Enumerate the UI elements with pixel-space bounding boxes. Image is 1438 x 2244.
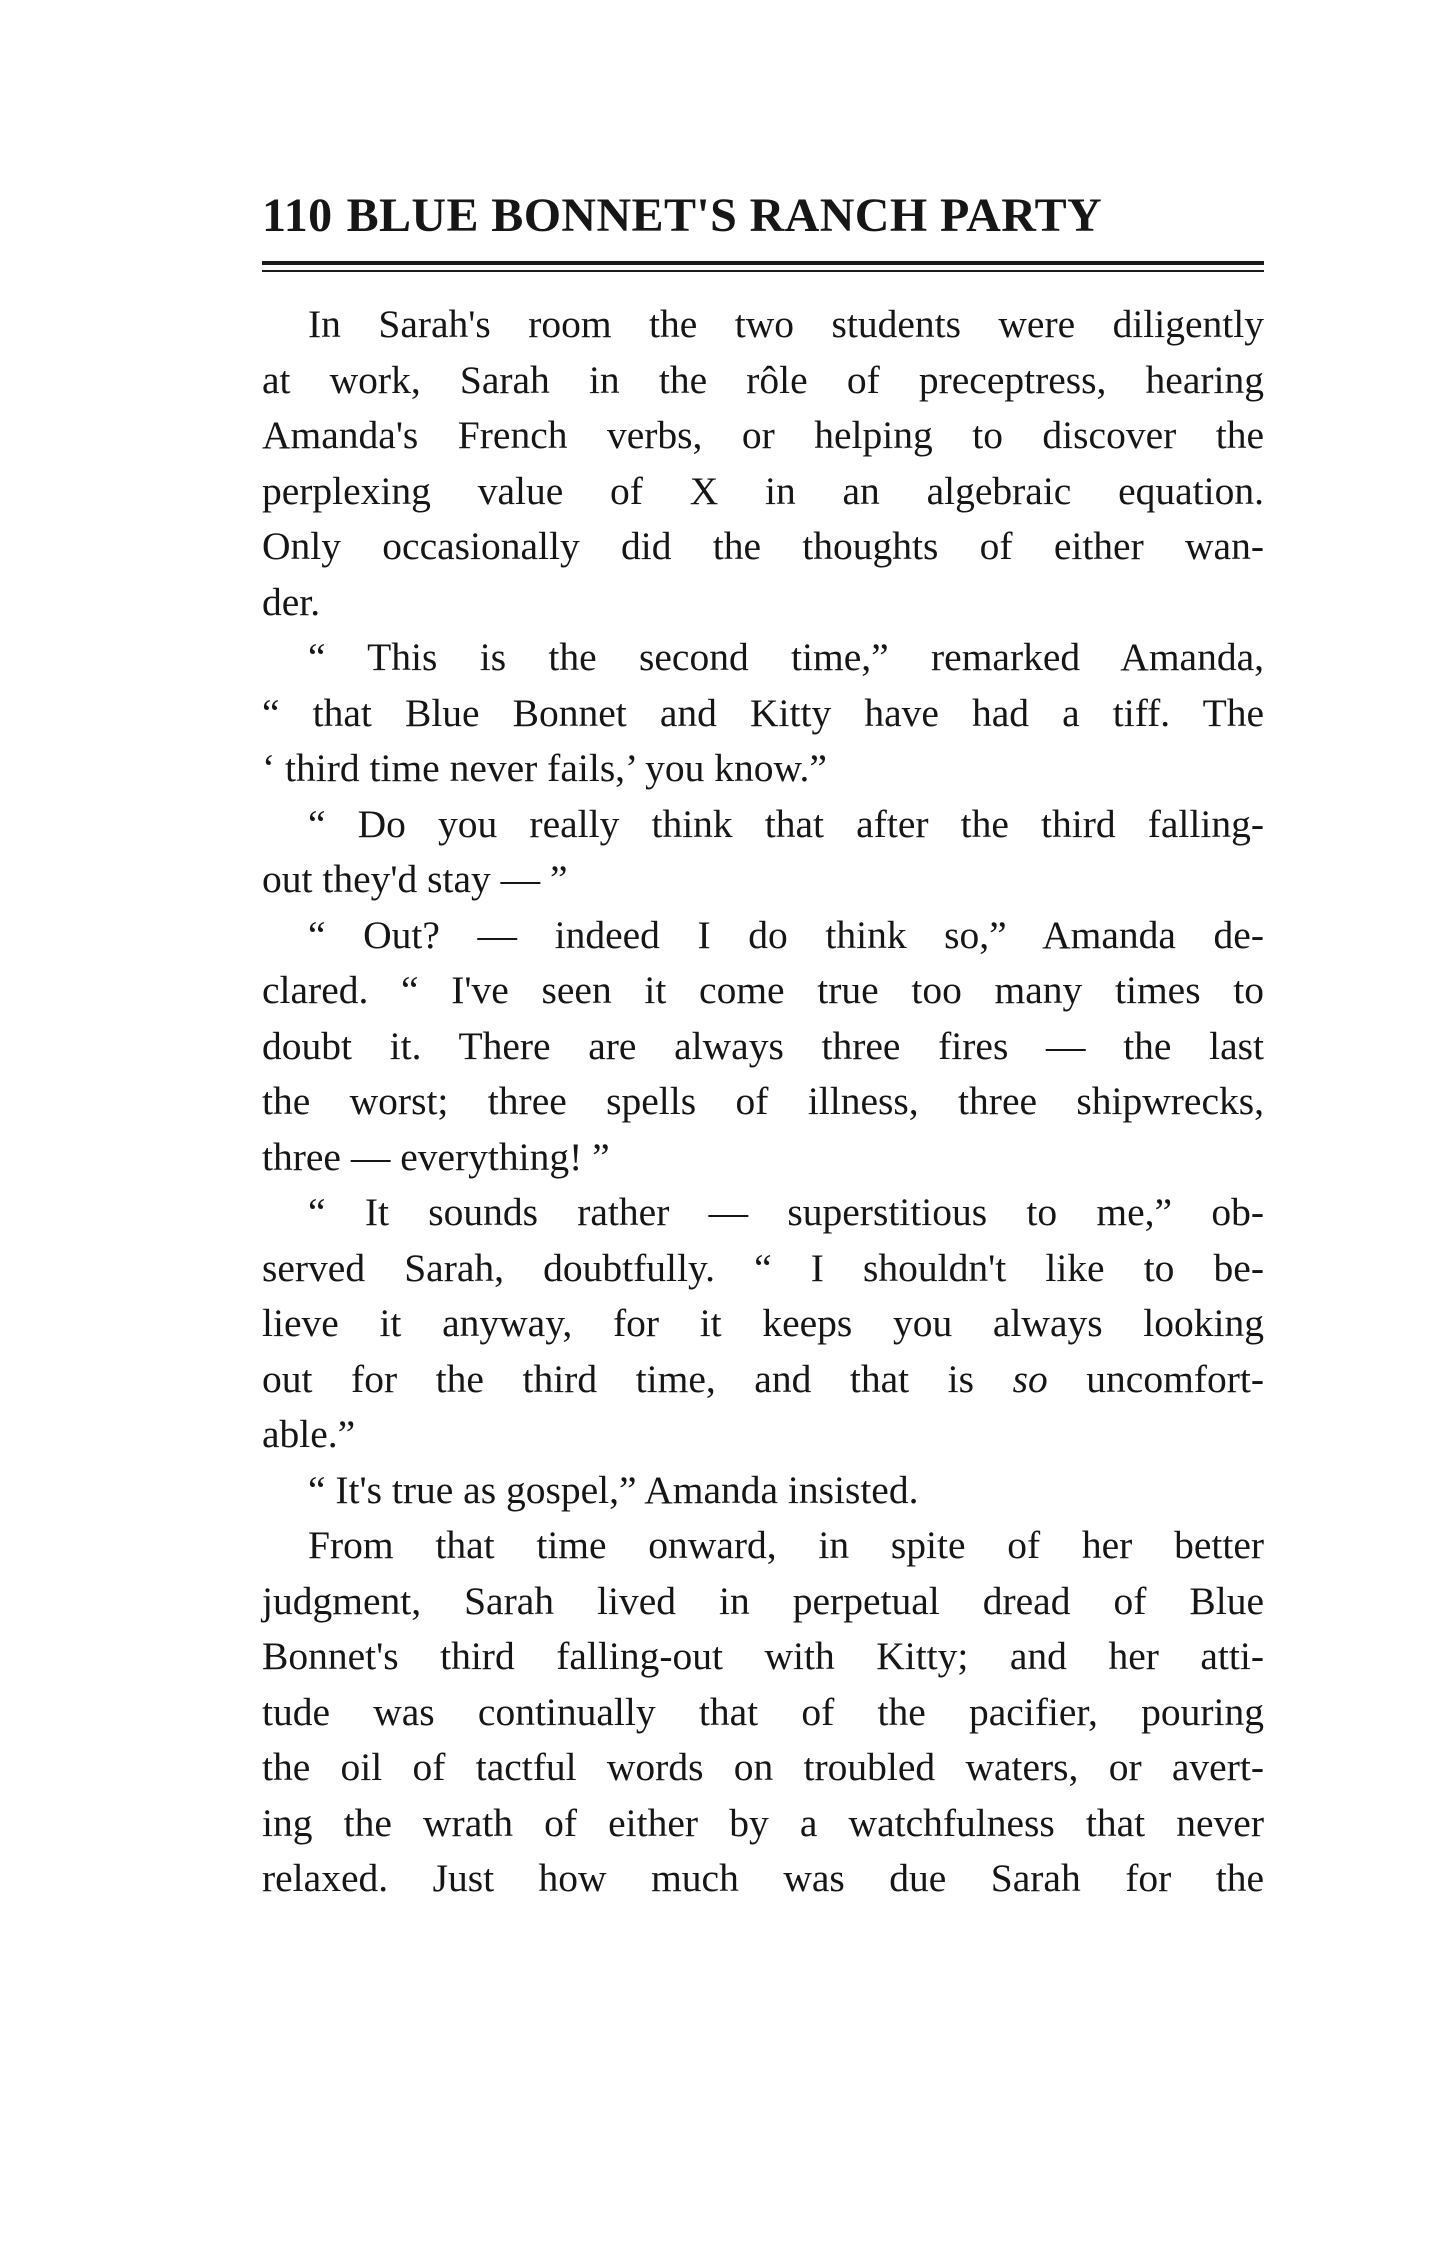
page-number: 110	[262, 189, 333, 242]
running-head	[262, 178, 1264, 254]
text-line: der.	[262, 579, 321, 624]
text-line: Amanda's French verbs, or helping to discover the	[262, 413, 1264, 457]
text-line: From that time onward, in spite of her better	[308, 1523, 1264, 1567]
text-line: ing the wrath of either by a watchfulness that never	[262, 1800, 1264, 1845]
text-line: relaxed. Just how much was due Sarah for the	[262, 1856, 1264, 1900]
text-line: ‘ third time never fails,’ you know.”	[262, 746, 827, 790]
text-line: doubt it. There are always three fires — the last	[262, 1023, 1264, 1068]
text-line: out they'd stay — ”	[262, 857, 568, 901]
text-line: the worst; three spells of illness, three shipwrecks,	[262, 1079, 1264, 1123]
text-line: “ that Blue Bonnet and Kitty have had a tiff. The	[262, 690, 1264, 735]
header-rule-thick	[262, 261, 1264, 265]
text-line: lieve it anyway, for it keeps you always looking	[262, 1301, 1264, 1345]
text-line	[262, 1352, 1264, 1408]
text-line: tude was continually that of the pacifier, pouring	[262, 1689, 1264, 1734]
text-segment: uncomfort-	[1047, 1356, 1264, 1401]
text-segment: out for the third time, and that is	[262, 1356, 1013, 1401]
text-line: Only occasionally did the thoughts of either wan-	[262, 524, 1264, 568]
text-line: “ It sounds rather — superstitious to me,” ob-	[308, 1190, 1264, 1234]
body-text	[262, 297, 1264, 1907]
text-line: In Sarah's room the two students were diligently	[308, 302, 1264, 346]
text-line: able.”	[262, 1412, 356, 1456]
text-line: three — everything! ”	[262, 1134, 610, 1179]
text-line: clared. “ I've seen it come true too many times to	[262, 968, 1264, 1012]
emphasized-word: so	[1012, 1356, 1048, 1401]
text-line: the oil of tactful words on troubled waters, or avert-	[262, 1745, 1264, 1789]
header-rule-thin	[262, 270, 1264, 272]
text-line: served Sarah, doubtfully. “ I shouldn't like to be-	[262, 1245, 1264, 1290]
text-line: “ This is the second time,” remarked Amanda,	[308, 635, 1264, 679]
text-line: perplexing value of X in an algebraic equation.	[262, 468, 1264, 513]
text-line: Bonnet's third falling-out with Kitty; and her atti-	[262, 1634, 1264, 1678]
text-line: “ Out? — indeed I do think so,” Amanda de-	[308, 912, 1264, 957]
text-line: “ Do you really think that after the third falling-	[308, 801, 1264, 846]
text-line: judgment, Sarah lived in perpetual dread of Blue	[262, 1578, 1264, 1623]
book-title: BLUE BONNET'S RANCH PARTY	[346, 189, 1103, 242]
text-line: “ It's true as gospel,” Amanda insisted.	[308, 1467, 919, 1512]
text-line: at work, Sarah in the rôle of preceptress, hearing	[262, 357, 1264, 402]
